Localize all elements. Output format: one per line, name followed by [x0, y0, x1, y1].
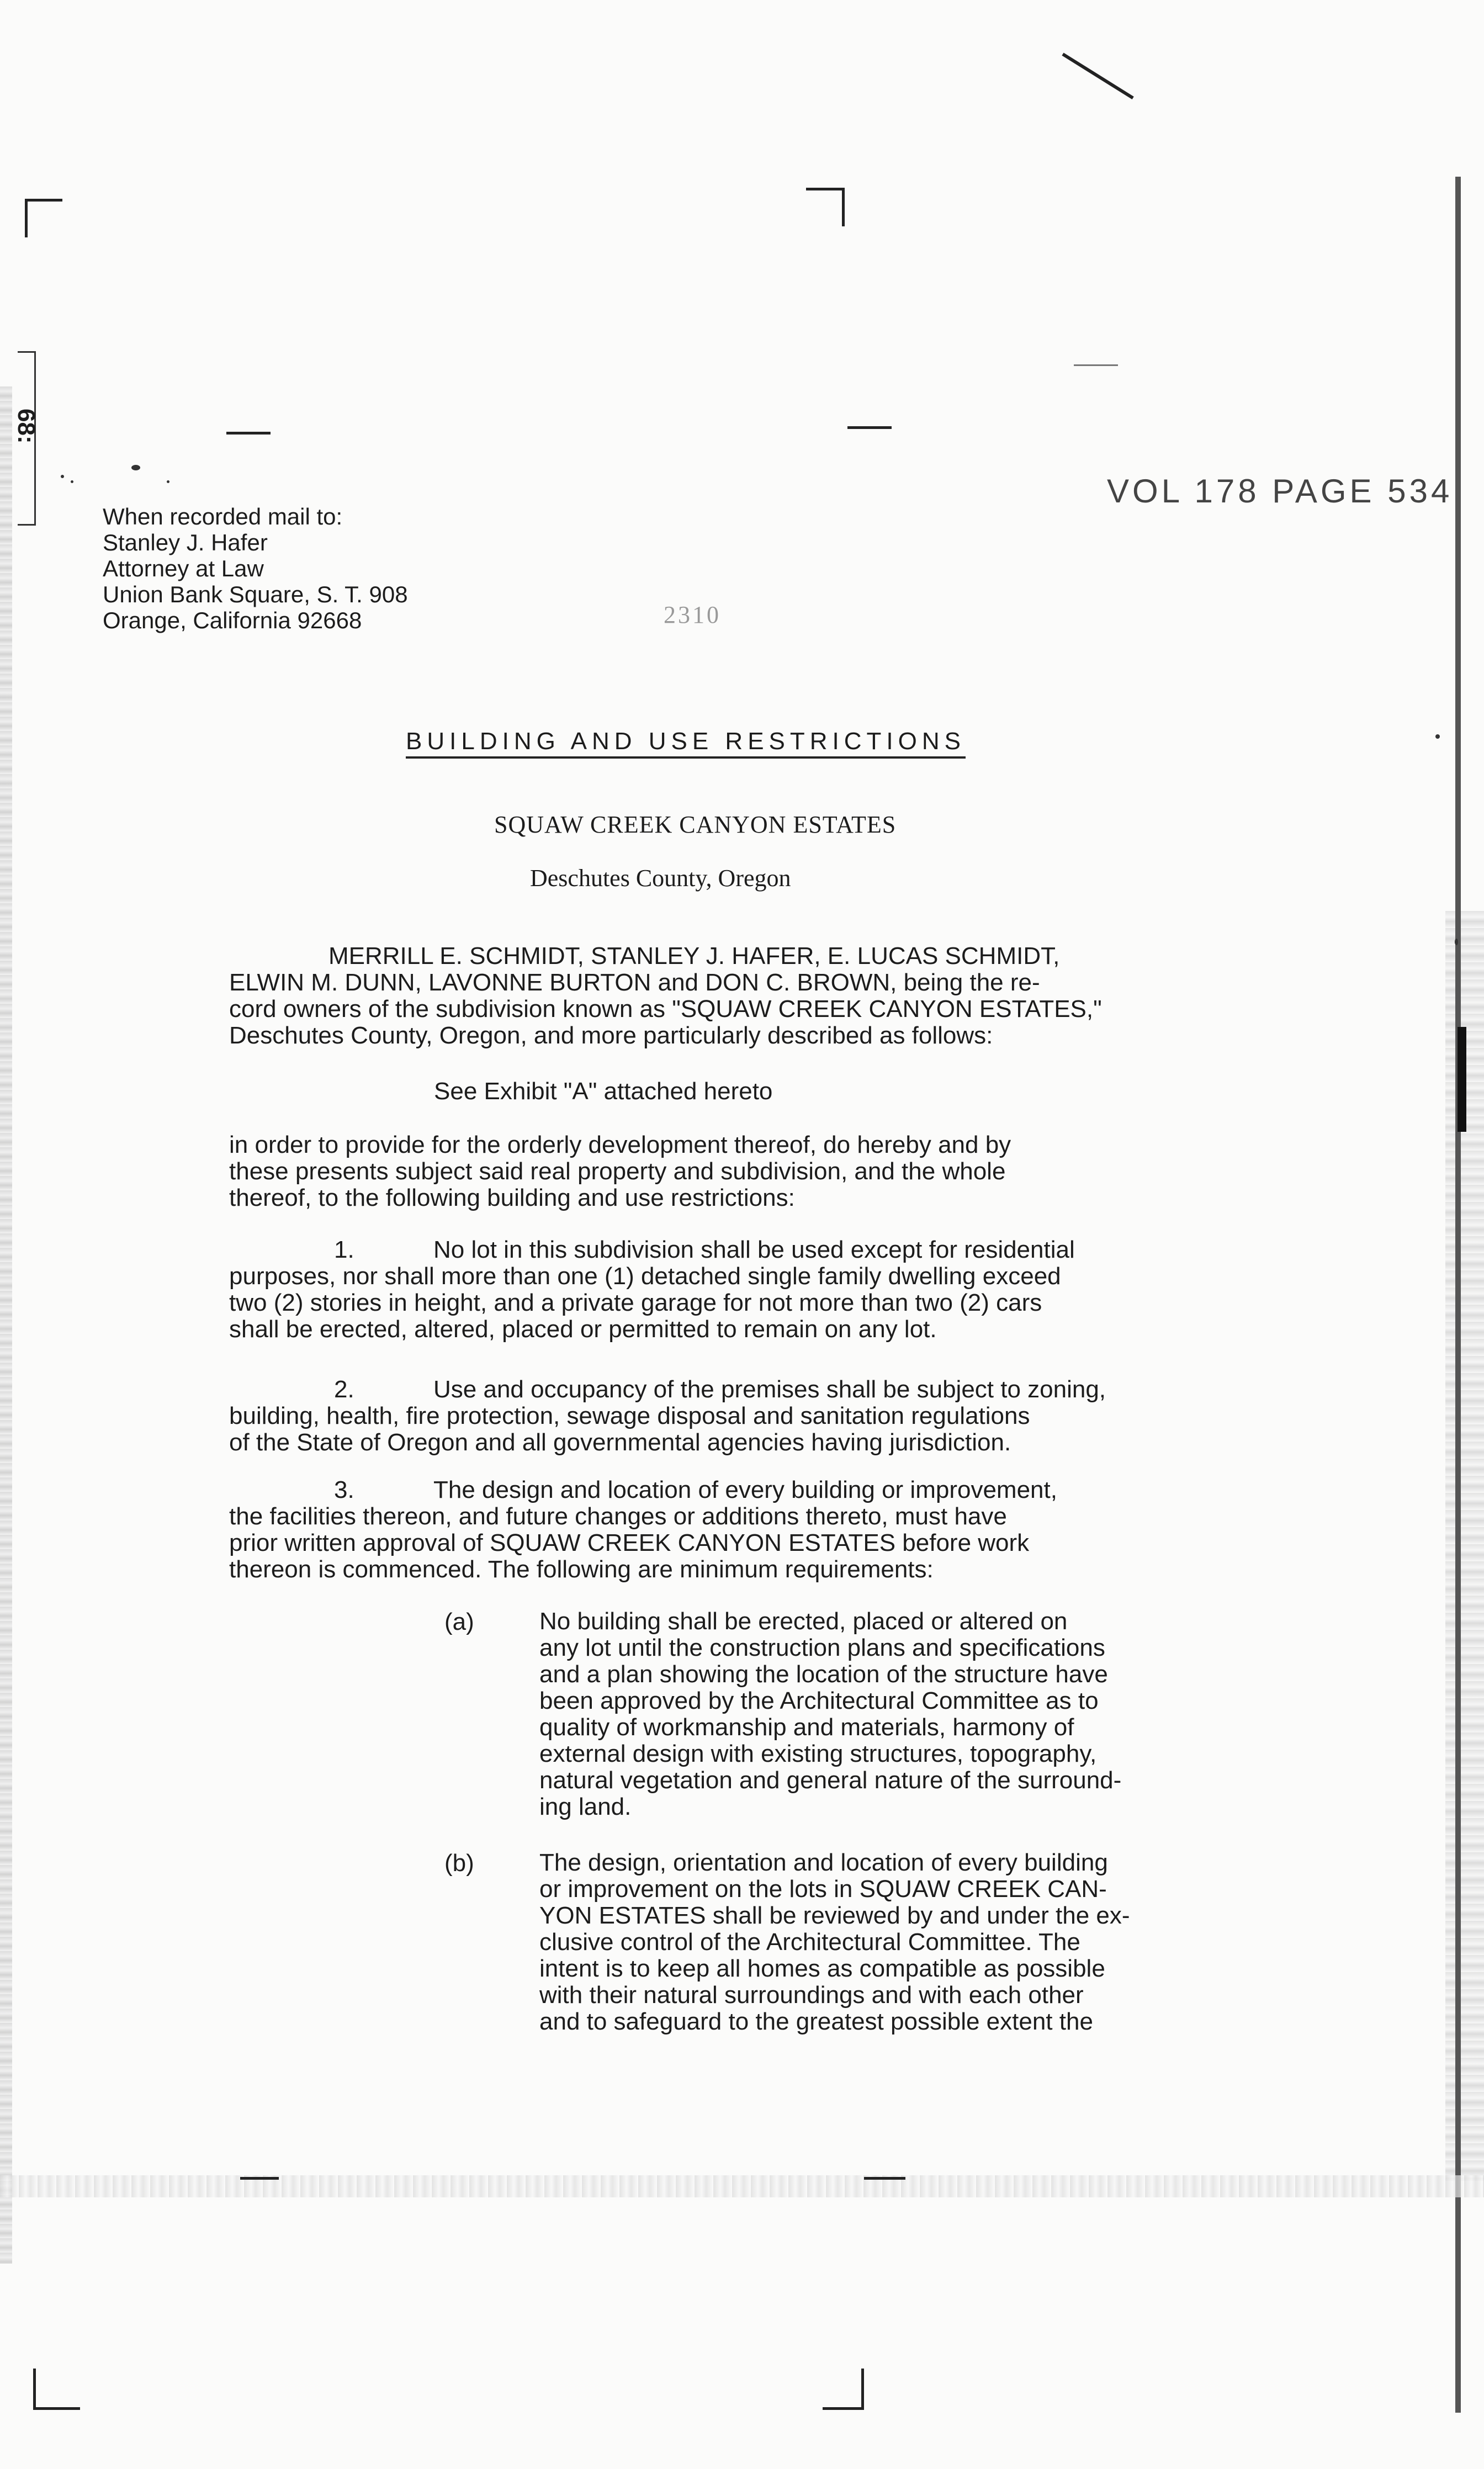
paragraph-line: thereon is commenced. The following are minimum requirements:: [229, 1556, 934, 1583]
restriction-item-3: [229, 1477, 1057, 1583]
document-county: Deschutes County, Oregon: [530, 865, 791, 892]
paragraph-line: been approved by the Architectural Committee as to: [539, 1687, 1099, 1714]
item-number: 2.: [334, 1376, 354, 1403]
paragraph-line: two (2) stories in height, and a private garage for not more than two (2) cars: [229, 1289, 1042, 1316]
mail-to-heading: When recorded mail to:: [103, 504, 343, 529]
document-subtitle: SQUAW CREEK CANYON ESTATES: [494, 811, 897, 838]
paragraph-line: shall be erected, altered, placed or permitted to remain on any lot.: [229, 1316, 937, 1343]
paragraph-line: The design and location of every building or improvement,: [433, 1476, 1057, 1503]
sub-item-b-label: (b): [444, 1850, 474, 1877]
book-page-stamp: VOL 178 PAGE 534: [1107, 473, 1453, 510]
item-number: 1.: [334, 1236, 354, 1263]
paragraph-line: MERRILL E. SCHMIDT, STANLEY J. HAFER, E. LUCAS SCHMIDT,: [328, 942, 1060, 969]
paragraph-line: YON ESTATES shall be reviewed by and under the ex-: [539, 1902, 1130, 1929]
paragraph-line: ELWIN M. DUNN, LAVONNE BURTON and DON C. BROWN, being the re-: [229, 969, 1040, 996]
see-exhibit-line: See Exhibit "A" attached hereto: [434, 1078, 773, 1105]
paragraph-line: external design with existing structures, topography,: [539, 1740, 1097, 1767]
paragraph-line: prior written approval of SQUAW CREEK CANYON ESTATES before work: [229, 1529, 1030, 1556]
sub-item-a: [539, 1608, 1121, 1820]
paragraph-line: these presents subject said real property and subdivision, and the whole: [229, 1158, 1006, 1185]
paragraph-line: Deschutes County, Oregon, and more particularly described as follows:: [229, 1022, 993, 1049]
paragraph-line: The design, orientation and location of every building: [539, 1849, 1108, 1876]
recording-side-number: 68:: [13, 409, 40, 444]
paragraph-line: Use and occupancy of the premises shall be subject to zoning,: [433, 1376, 1106, 1403]
paragraph-line: ing land.: [539, 1793, 632, 1820]
intro-paragraph: [229, 1132, 1011, 1211]
paragraph-line: purposes, nor shall more than one (1) detached single family dwelling exceed: [229, 1263, 1061, 1290]
paragraph-line: intent is to keep all homes as compatible as possible: [539, 1955, 1105, 1982]
mail-to-address-line1: Union Bank Square, S. T. 908: [103, 581, 408, 607]
sub-item-b: [539, 1850, 1130, 2035]
paragraph-line: with their natural surroundings and with each other: [539, 1981, 1084, 2009]
record-number-stamp: 2310: [664, 601, 721, 628]
scan-bottom-noise: [0, 2175, 1484, 2197]
paragraph-line: clusive control of the Architectural Committee. The: [539, 1928, 1080, 1956]
mail-to-block: [103, 504, 408, 633]
paragraph-line: and to safeguard to the greatest possible extent the: [539, 2008, 1093, 2035]
document-title: BUILDING AND USE RESTRICTIONS: [406, 728, 966, 759]
item-number: 3.: [334, 1476, 354, 1503]
paragraph-line: No building shall be erected, placed or altered on: [539, 1608, 1068, 1635]
mail-to-address-line2: Orange, California 92668: [103, 607, 362, 633]
paragraph-line: thereof, to the following building and use restrictions:: [229, 1184, 795, 1211]
sub-item-a-label: (a): [444, 1608, 474, 1635]
paragraph-line: natural vegetation and general nature of the surround-: [539, 1767, 1122, 1794]
restriction-item-1: [229, 1237, 1075, 1343]
paragraph-line: No lot in this subdivision shall be used except for residential: [433, 1236, 1075, 1263]
paragraph-line: or improvement on the lots in SQUAW CREEK CAN-: [539, 1875, 1107, 1903]
paragraph-line: quality of workmanship and materials, harmony of: [539, 1714, 1074, 1741]
mail-to-title: Attorney at Law: [103, 555, 264, 581]
scan-right-border: [1455, 177, 1461, 2413]
restriction-item-2: [229, 1376, 1106, 1456]
paragraph-line: cord owners of the subdivision known as "SQUAW CREEK CANYON ESTATES,": [229, 995, 1102, 1022]
scan-left-edge: [0, 386, 12, 2264]
owners-paragraph: [229, 943, 1102, 1049]
paragraph-line: any lot until the construction plans and specifications: [539, 1634, 1105, 1661]
paragraph-line: and a plan showing the location of the structure have: [539, 1661, 1108, 1688]
scan-right-border-mark: [1458, 1027, 1466, 1132]
paragraph-line: of the State of Oregon and all governmental agencies having jurisdiction.: [229, 1429, 1011, 1456]
mail-to-name: Stanley J. Hafer: [103, 529, 268, 555]
paragraph-line: the facilities thereon, and future changes or additions thereto, must have: [229, 1503, 1007, 1530]
paragraph-line: in order to provide for the orderly development thereof, do hereby and by: [229, 1131, 1011, 1158]
paragraph-line: building, health, fire protection, sewage disposal and sanitation regulations: [229, 1402, 1030, 1429]
